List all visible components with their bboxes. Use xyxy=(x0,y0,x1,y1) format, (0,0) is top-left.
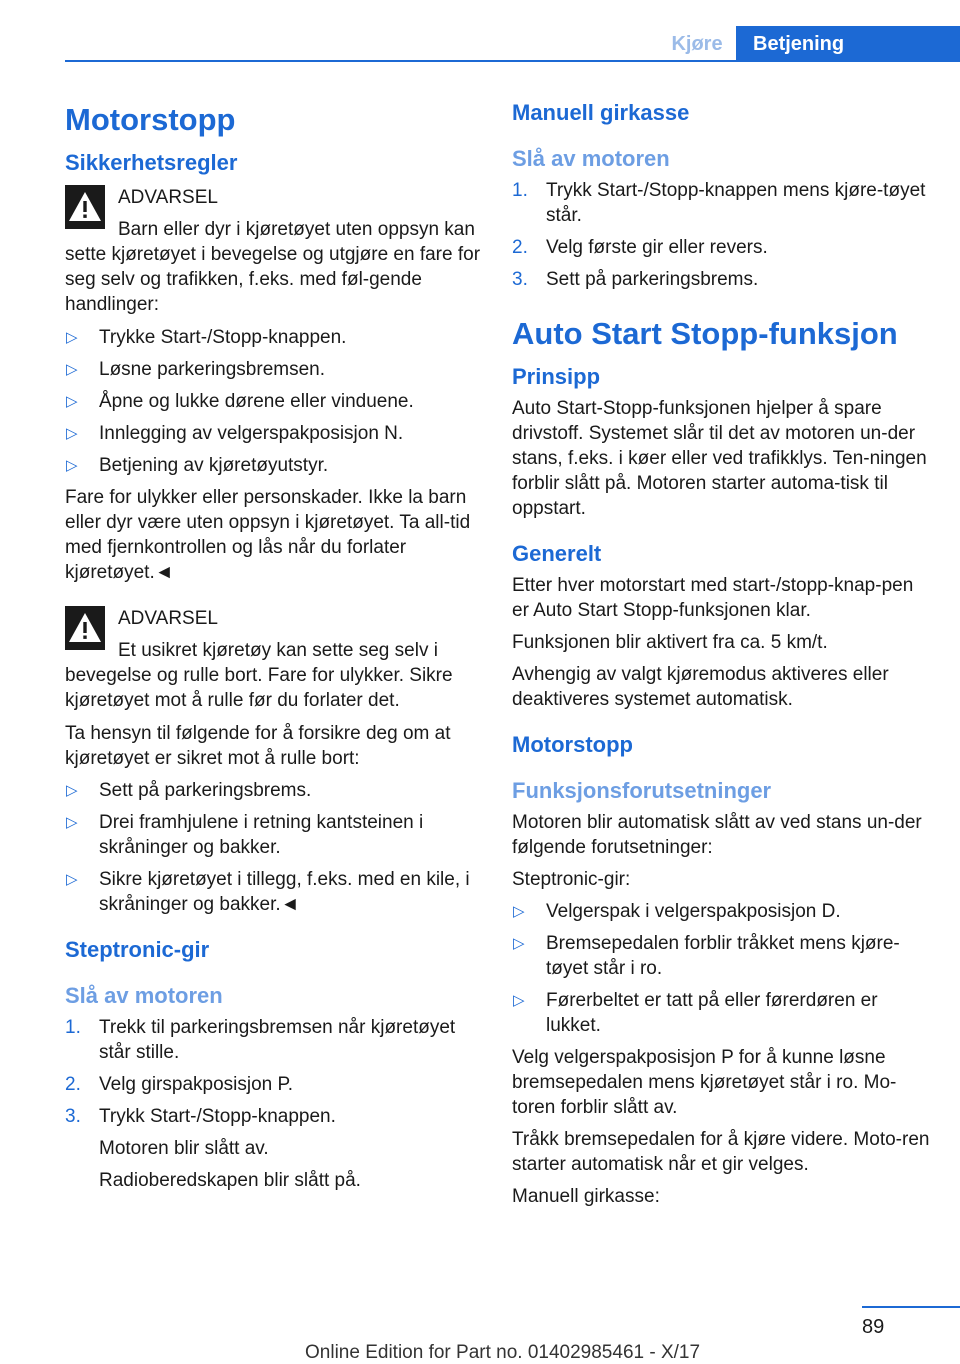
list-item: ▷ Innlegging av velgerspakposisjon N. xyxy=(66,423,404,444)
list-item: ▷ Åpne og lukke dørene eller vinduene. xyxy=(66,391,414,412)
manual-heading: Manuell girkasse xyxy=(512,100,690,125)
bullet-icon: ▷ xyxy=(66,361,78,378)
list-item: ▷ Førerbeltet er tatt på eller førerdøren er lukket. xyxy=(513,990,878,1036)
warning-intro: Ta hensyn til følgende for å forsikre deg om at kjøretøyet er sikret mot å rulle bort: xyxy=(65,723,451,769)
left-column xyxy=(65,98,483,1200)
conditions-heading: Funksjonsforutsetninger xyxy=(512,778,772,803)
steps-list xyxy=(65,1015,483,1193)
header-rule xyxy=(65,60,960,62)
list-item: 2. Velg første gir eller revers. xyxy=(512,237,768,258)
motorstopp-heading: Motorstopp xyxy=(512,732,633,757)
bullet-icon: ▷ xyxy=(66,782,78,799)
warning-label: ADVARSEL xyxy=(118,187,218,208)
list-item: ▷ Sikre kjøretøyet i tillegg, f.eks. med en kile, i skråninger og bakker.◄ xyxy=(66,869,470,915)
bullet-icon: ▷ xyxy=(513,935,525,952)
bullet-icon: ▷ xyxy=(66,814,78,831)
footer-rule xyxy=(862,1306,960,1308)
warning-text: Barn eller dyr i kjøretøyet uten oppsyn kan sette kjøretøyet i bevegelse og utgjøre en fare for seg selv og trafikken, f.eks. med føl-gende handlinger: xyxy=(65,219,481,315)
step-note: Radioberedskapen blir slått på. xyxy=(99,1170,361,1191)
warning-triangle-icon xyxy=(65,185,105,229)
right-column xyxy=(512,98,930,1216)
warning-list xyxy=(65,325,483,478)
principle-text: Auto Start-Stopp-funksjonen hjelper å spare drivstoff. Systemet slår til det av motoren un-der stans, f.eks. i køer eller ved trafikklys. Ten-ningen forblir slått på. Motoren starter automa-tisk til oppstart. xyxy=(512,398,927,519)
list-item: ▷ Sett på parkeringsbrems. xyxy=(66,780,312,801)
tab-betjening[interactable]: Betjening xyxy=(736,26,960,62)
principle-heading: Prinsipp xyxy=(512,364,601,389)
list-item: ▷ Løsne parkeringsbremsen. xyxy=(66,359,325,380)
paragraph: Avhengig av valgt kjøremodus aktiveres eller deaktiveres systemet automatisk. xyxy=(512,664,889,710)
bullet-icon: ▷ xyxy=(66,393,78,410)
warning-text: Et usikret kjøretøy kan sette seg selv i bevegelse og rulle bort. Fare for ulykker. Sikre kjøretøyet mot å rulle før du forlater det. xyxy=(65,640,453,711)
list-item: ▷ Drei framhjulene i retning kantsteinen i skråninger og bakker. xyxy=(66,812,424,858)
safety-heading: Sikkerhetsregler xyxy=(65,150,238,175)
list-item: ▷ Velgerspak i velgerspakposisjon D. xyxy=(513,901,841,922)
warning-consequence: Fare for ulykker eller personskader. Ikke la barn eller dyr være uten oppsyn i kjøretøyet. Ta all-tid med fjernkontrollen og lås når du forlater kjøretøyet.◄ xyxy=(65,487,471,583)
paragraph: Manuell girkasse: xyxy=(512,1186,660,1207)
footer-edition: Online Edition for Part no. 01402985461 - X/17 xyxy=(305,1342,701,1363)
engine-off-heading: Slå av motoren xyxy=(65,983,223,1008)
paragraph: Velg velgerspakposisjon P for å kunne løsne bremsepedalen mens kjøretøyet står i ro. Mo-toren forblir slått av. xyxy=(512,1047,897,1118)
bullet-icon: ▷ xyxy=(513,903,525,920)
tab-kjore[interactable]: Kjøre xyxy=(658,26,736,62)
list-item: 2. Velg girspakposisjon P. xyxy=(65,1074,293,1095)
warning-block-1 xyxy=(65,182,483,585)
list-item: ▷ Bremsepedalen forblir tråkket mens kjøre-tøyet står i ro. xyxy=(513,933,900,979)
list-item: ▷ Trykke Start-/Stopp-knappen. xyxy=(66,327,347,348)
paragraph: Steptronic-gir: xyxy=(512,869,631,890)
list-item: 3. Trykk Start-/Stopp-knappen. Motoren blir slått av. Radioberedskapen blir slått på. xyxy=(65,1104,483,1193)
paragraph: Tråkk bremsepedalen for å kjøre videre. Moto-ren starter automatisk når et gir velges. xyxy=(512,1129,930,1175)
paragraph: Etter hver motorstart med start-/stopp-knap-pen er Auto Start Stopp-funksjonen klar. xyxy=(512,575,914,621)
conditions-list xyxy=(512,899,930,1038)
step-note: Motoren blir slått av. xyxy=(99,1138,269,1159)
warning-triangle-icon xyxy=(65,606,105,650)
paragraph: Funksjonen blir aktivert fra ca. 5 km/t. xyxy=(512,632,828,653)
warning-label: ADVARSEL xyxy=(118,608,218,629)
warning-block-2 xyxy=(65,603,483,917)
page-title: Motorstopp xyxy=(65,102,236,137)
warning-list xyxy=(65,778,483,917)
engine-off-heading: Slå av motoren xyxy=(512,146,670,171)
bullet-icon: ▷ xyxy=(66,457,78,474)
bullet-icon: ▷ xyxy=(513,992,525,1009)
list-item: 1. Trykk Start-/Stopp-knappen mens kjøre-tøyet står. xyxy=(512,180,926,226)
page-number: 89 xyxy=(862,1316,885,1338)
general-heading: Generelt xyxy=(512,541,602,566)
section-title: Auto Start Stopp-funksjon xyxy=(512,316,898,351)
list-item: 1. Trekk til parkeringsbremsen når kjøretøyet står stille. xyxy=(65,1017,456,1063)
steptronic-heading: Steptronic-gir xyxy=(65,937,210,962)
steps-list xyxy=(512,178,930,292)
bullet-icon: ▷ xyxy=(66,329,78,346)
bullet-icon: ▷ xyxy=(66,871,78,888)
paragraph: Motoren blir automatisk slått av ved stans un-der følgende forutsetninger: xyxy=(512,812,922,858)
bullet-icon: ▷ xyxy=(66,425,78,442)
list-item: 3. Sett på parkeringsbrems. xyxy=(512,269,759,290)
list-item: ▷ Betjening av kjøretøyutstyr. xyxy=(66,455,329,476)
